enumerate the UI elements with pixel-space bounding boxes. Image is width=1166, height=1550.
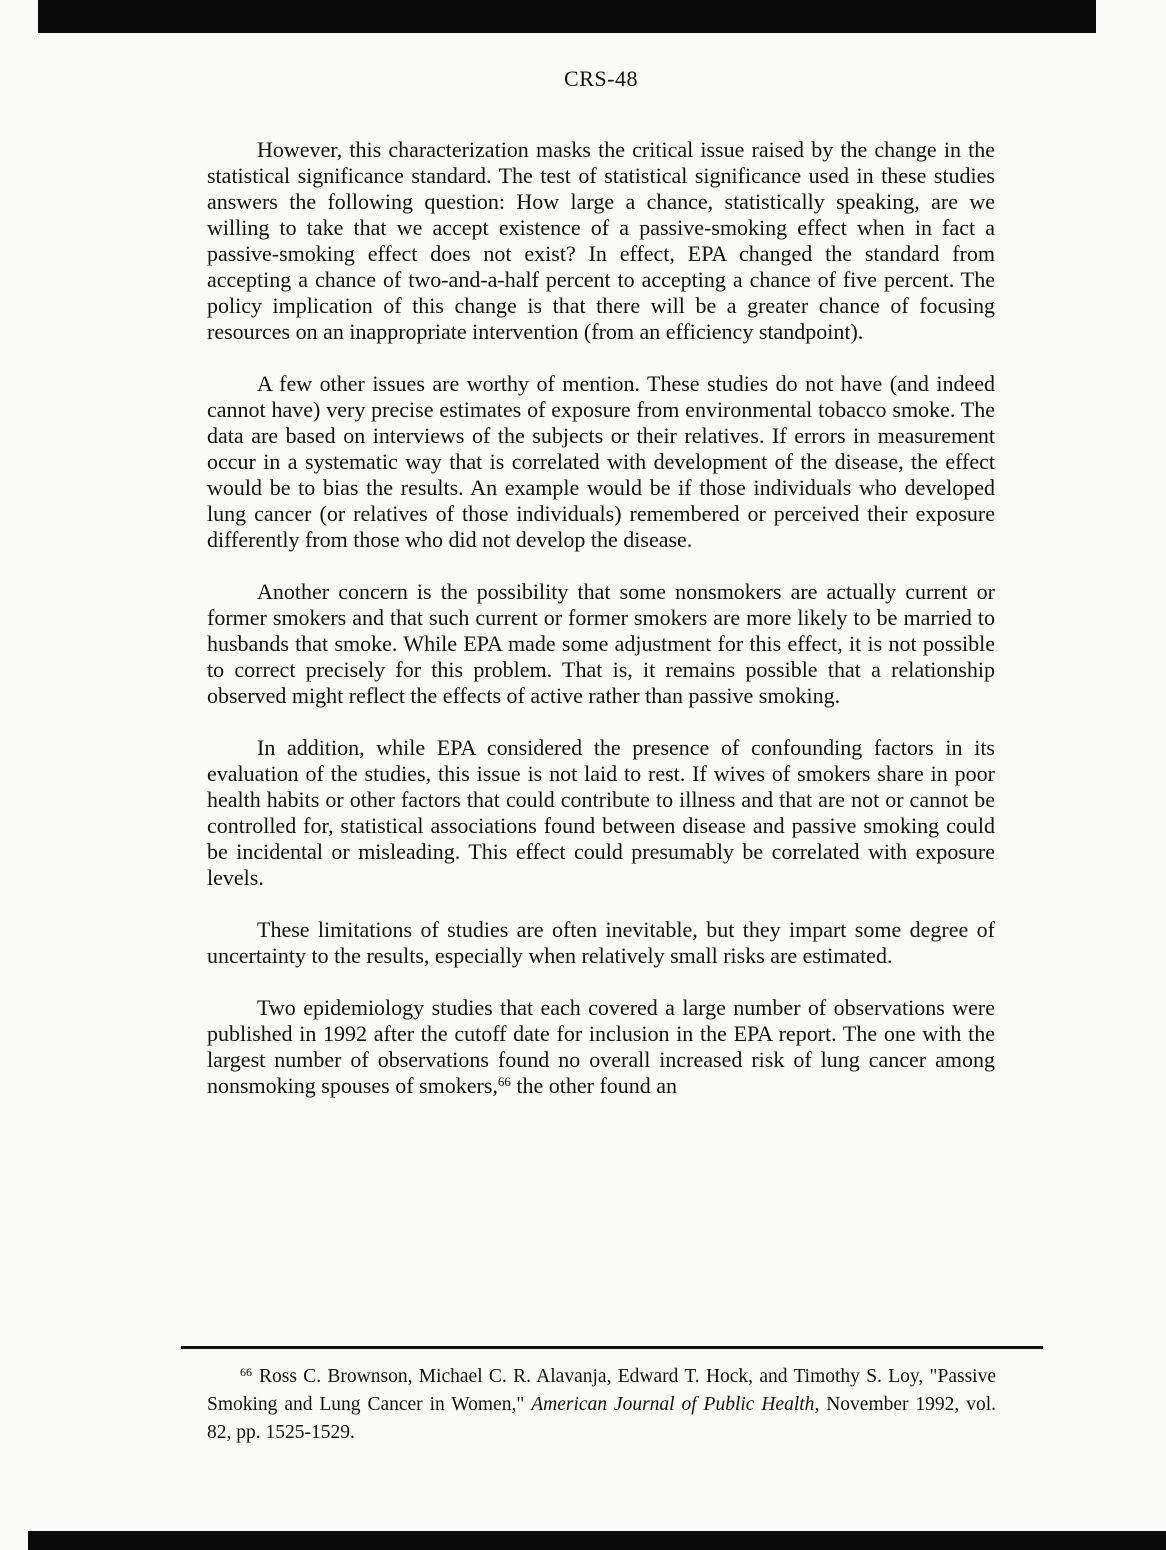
footnote-paragraph bbox=[207, 1363, 996, 1447]
paragraph bbox=[207, 735, 995, 891]
scan-artifact-top-bar bbox=[38, 0, 1096, 33]
footnote-separator-line bbox=[181, 1346, 1043, 1349]
paragraph-text: A few other issues are worthy of mention. These studies do not have (and indeed cannot have) very precise estimates of exposure from environmental tobacco smoke. The data are based on interviews of the subjects or their relatives. If errors in measurement occur in a systematic way that is correlated with development of the disease, the effect would be to bias the results. An example would be if those individuals who developed lung cancer (or relatives of those individuals) remembered or perceived their exposure differently from those who did not develop the disease. bbox=[207, 371, 995, 552]
footnote-text: Ross C. Brownson, Michael C. R. Alavanja, Edward T. Hock, and Timothy S. Loy, "Passive Smoking and Lung Cancer in Women," bbox=[207, 1366, 996, 1415]
journal-title: American Journal of Public Health bbox=[531, 1394, 815, 1415]
paragraph bbox=[207, 371, 995, 553]
footnote-marker: 66 bbox=[240, 1365, 252, 1379]
paragraph bbox=[207, 579, 995, 709]
footnote-text: , November 1992, vol. 82, pp. 1525-1529. bbox=[207, 1394, 996, 1443]
paragraph-text: Another concern is the possibility that some nonsmokers are actually current or former smokers and that such current or former smokers are more likely to be married to husbands that smoke. While EPA made some adjustment for this effect, it is not possible to correct precisely for this problem. That is, it remains possible that a relationship observed might reflect the effects of active rather than passive smoking. bbox=[207, 579, 995, 708]
scan-artifact-bottom-bar bbox=[28, 1531, 1166, 1550]
paragraph-text: However, this characterization masks the critical issue raised by the change in the statistical significance standard. The test of statistical significance used in these studies answers the following question: How large a chance, statistically speaking, are we willing to take that we accept existence of a passive-smoking effect when in fact a passive-smoking effect does not exist? In effect, EPA changed the standard from accepting a chance of two-and-a-half percent to accepting a chance of five percent. The policy implication of this change is that there will be a greater chance of focusing resources on an inappropriate intervention (from an efficiency standpoint). bbox=[207, 137, 995, 344]
paragraph-text: Two epidemiology studies that each covered a large number of observations were published in 1992 after the cutoff date for inclusion in the EPA report. The one with the largest number of observations found no overall increased risk of lung cancer among nonsmoking spouses of smokers, bbox=[207, 995, 995, 1098]
paragraph bbox=[207, 137, 995, 345]
paragraph bbox=[207, 995, 995, 1099]
paragraph bbox=[207, 917, 995, 969]
paragraph-text: These limitations of studies are often inevitable, but they impart some degree of uncertainty to the results, especially when relatively small risks are estimated. bbox=[207, 917, 995, 968]
page-number: CRS-48 bbox=[564, 66, 638, 91]
document-body bbox=[207, 137, 995, 1125]
footnote-reference: 66 bbox=[497, 1074, 511, 1089]
paragraph-text: In addition, while EPA considered the presence of confounding factors in its evaluation of the studies, this issue is not laid to rest. If wives of smokers share in poor health habits or other factors that could contribute to illness and that are not or cannot be controlled for, statistical associations found between disease and passive smoking could be incidental or misleading. This effect could presumably be correlated with exposure levels. bbox=[207, 735, 995, 890]
footnote bbox=[207, 1363, 996, 1447]
paragraph-text: the other found an bbox=[510, 1073, 678, 1098]
